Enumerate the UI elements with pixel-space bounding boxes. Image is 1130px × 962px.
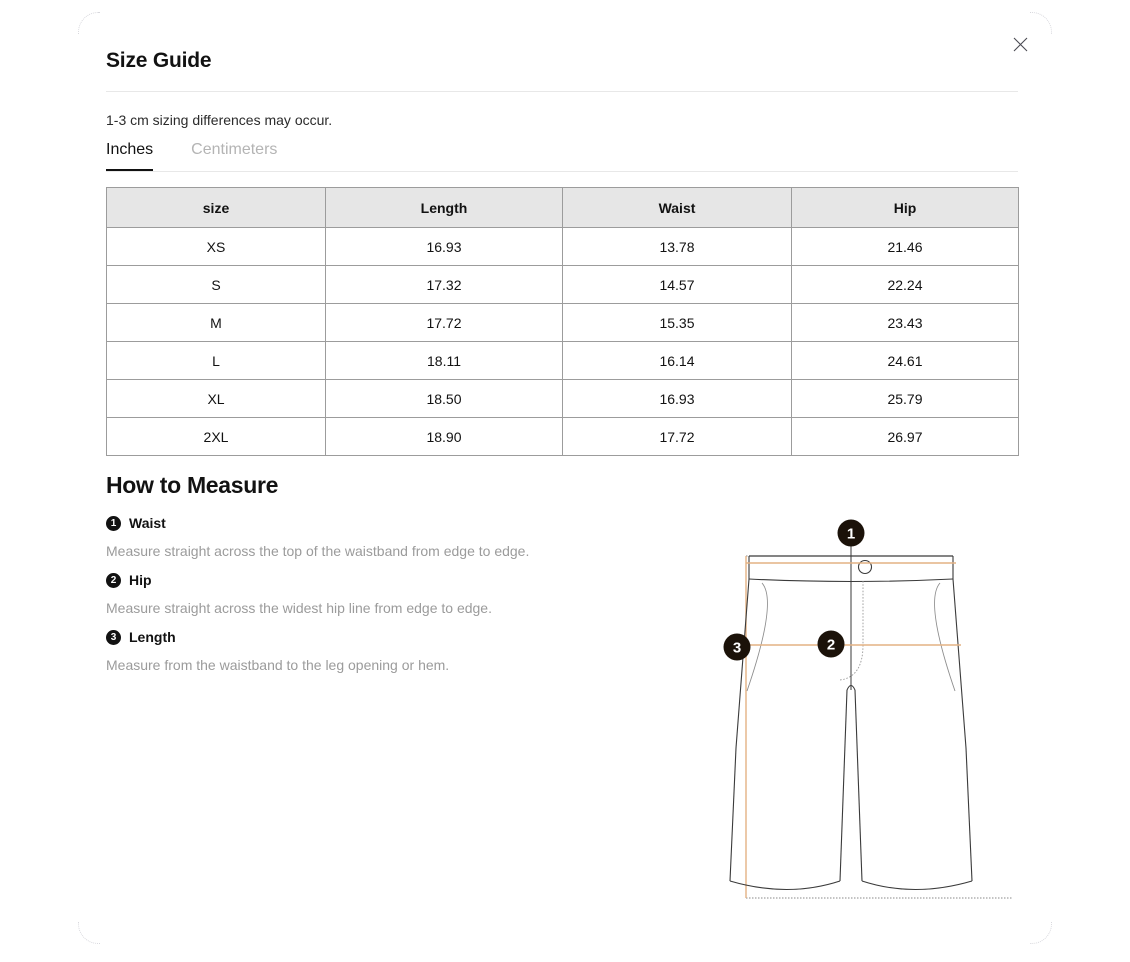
measure-description: Measure from the waistband to the leg opening or hem. <box>106 657 450 673</box>
marker-2 <box>818 631 845 658</box>
cell-waist: 15.35 <box>563 304 792 342</box>
cell-size: XL <box>107 380 326 418</box>
table-row <box>107 304 1019 342</box>
cell-size: 2XL <box>107 418 326 456</box>
number-badge-icon: 3 <box>106 630 121 645</box>
cell-length: 17.72 <box>326 304 563 342</box>
column-header-size: size <box>107 188 326 228</box>
tab-inches[interactable]: Inches <box>106 140 153 171</box>
cell-length: 18.90 <box>326 418 563 456</box>
cell-waist: 14.57 <box>563 266 792 304</box>
tab-centimeters[interactable]: Centimeters <box>191 140 277 171</box>
table-header-row <box>107 188 1019 228</box>
cell-size: XS <box>107 228 326 266</box>
cell-size: L <box>107 342 326 380</box>
unit-tabs <box>106 140 1018 172</box>
table-row <box>107 342 1019 380</box>
measure-heading <box>106 626 666 648</box>
cell-hip: 21.46 <box>792 228 1019 266</box>
cell-length: 17.32 <box>326 266 563 304</box>
measure-label: Waist <box>129 515 166 531</box>
size-table <box>106 187 1019 456</box>
number-badge-icon: 1 <box>106 516 121 531</box>
column-header-hip: Hip <box>792 188 1019 228</box>
sizing-note: 1-3 cm sizing differences may occur. <box>106 112 333 128</box>
corner-mark-top-left <box>78 12 100 34</box>
shorts-diagram <box>700 505 1060 925</box>
svg-text:2: 2 <box>826 636 836 654</box>
measure-item-waist <box>106 512 666 561</box>
table-body <box>107 228 1019 456</box>
measure-description: Measure straight across the top of the waistband from edge to edge. <box>106 543 530 559</box>
measure-label: Hip <box>129 572 152 588</box>
cell-hip: 26.97 <box>792 418 1019 456</box>
cell-waist: 16.14 <box>563 342 792 380</box>
measure-item-length <box>106 626 666 675</box>
corner-mark-top-right <box>1030 12 1052 34</box>
cell-length: 16.93 <box>326 228 563 266</box>
marker-3 <box>724 634 751 661</box>
corner-mark-bottom-right <box>1030 922 1052 944</box>
column-header-length: Length <box>326 188 563 228</box>
measure-heading <box>106 569 666 591</box>
measure-heading <box>106 512 666 534</box>
number-badge-icon: 2 <box>106 573 121 588</box>
cell-size: S <box>107 266 326 304</box>
how-to-measure-title: How to Measure <box>106 472 279 498</box>
cell-waist: 13.78 <box>563 228 792 266</box>
table-row <box>107 266 1019 304</box>
title-divider <box>106 91 1018 92</box>
svg-text:1: 1 <box>846 525 856 543</box>
column-header-waist: Waist <box>563 188 792 228</box>
table-row <box>107 380 1019 418</box>
cell-hip: 25.79 <box>792 380 1019 418</box>
cell-length: 18.11 <box>326 342 563 380</box>
page-title: Size Guide <box>106 49 212 72</box>
cell-length: 18.50 <box>326 380 563 418</box>
marker-1 <box>838 520 865 547</box>
close-button[interactable] <box>1008 32 1032 56</box>
cell-hip: 22.24 <box>792 266 1019 304</box>
svg-text:3: 3 <box>732 639 742 657</box>
how-to-measure-list <box>106 512 666 683</box>
cell-size: M <box>107 304 326 342</box>
table-row <box>107 418 1019 456</box>
cell-hip: 24.61 <box>792 342 1019 380</box>
corner-mark-bottom-left <box>78 922 100 944</box>
cell-hip: 23.43 <box>792 304 1019 342</box>
table-row <box>107 228 1019 266</box>
close-icon <box>1013 37 1028 52</box>
cell-waist: 16.93 <box>563 380 792 418</box>
measure-label: Length <box>129 629 176 645</box>
cell-waist: 17.72 <box>563 418 792 456</box>
measure-item-hip <box>106 569 666 618</box>
measure-description: Measure straight across the widest hip line from edge to edge. <box>106 600 492 616</box>
